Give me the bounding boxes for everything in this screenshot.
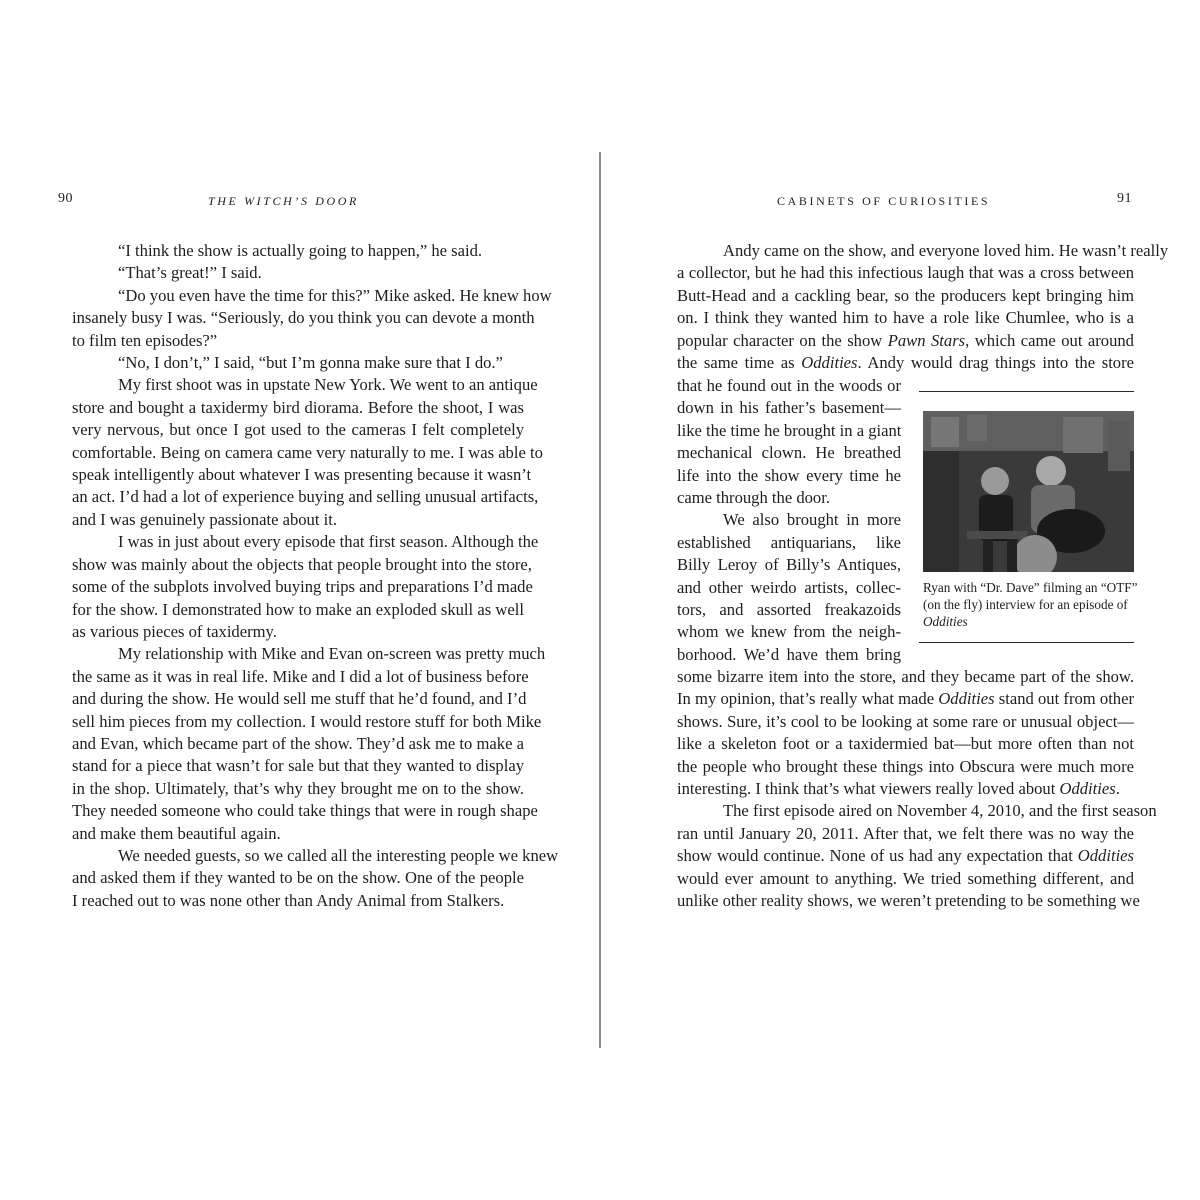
- text-line: the same as it was in real life. Mike and I did a lot of business before: [72, 666, 529, 686]
- text-line: and during the show. He would sell me stuff that he’d found, and I’d: [72, 689, 527, 709]
- caption-line: Oddities: [923, 613, 968, 629]
- text-line: speak intelligently about whatever I was presenting because it wasn’t: [72, 465, 532, 485]
- text-line: We also brought in more: [723, 510, 901, 530]
- right-running-head: CABINETS OF CURIOSITIES: [777, 194, 991, 208]
- text-line: stand for a piece that wasn’t for sale but that they wanted to display: [72, 756, 524, 776]
- text-line: and asked them if they wanted to be on the show. One of the people: [72, 868, 524, 888]
- text-line: interesting. I think that’s what viewers really loved about Oddities.: [677, 779, 1120, 799]
- text-line: Billy Leroy of Billy’s Antiques,: [677, 555, 901, 575]
- text-line: They needed someone who could take things that were in rough shape: [72, 801, 538, 821]
- text-line: shows. Sure, it’s cool to be looking at some rare or unusual object—: [677, 711, 1134, 731]
- text-line: some bizarre item into the store, and they became part of the show.: [677, 667, 1134, 686]
- text-line: like the time he brought in a giant: [677, 420, 902, 440]
- text-line: that he found out in the woods or: [677, 376, 901, 395]
- text-line: borhood. We’d have them bring: [677, 644, 901, 664]
- text-line: would ever amount to anything. We tried something different, and: [677, 868, 1134, 888]
- book-gutter-line: [599, 152, 601, 1048]
- text-line: the people who brought these things into Obscura were much more: [677, 756, 1134, 776]
- text-line: Butt-Head and a cackling bear, so the producers kept bringing him: [677, 285, 1134, 305]
- caption-line: (on the fly) interview for an episode of: [923, 596, 1128, 612]
- text-line: to film ten episodes?”: [72, 330, 218, 350]
- caption-line: Ryan with “Dr. Dave” filming an “OTF”: [923, 580, 1138, 595]
- text-line: on. I think they wanted him to have a role like Chumlee, who is a: [677, 308, 1134, 328]
- text-line: whom we knew from the neigh-: [677, 622, 901, 642]
- text-line: the same time as Oddities. Andy would drag things into the store: [677, 353, 1134, 373]
- text-line: established antiquarians, like: [677, 532, 901, 552]
- text-line: show would continue. None of us had any expectation that Oddities: [677, 846, 1134, 866]
- text-line: down in his father’s basement—: [677, 398, 901, 418]
- text-line: like a skeleton foot or a taxidermied bat—but more often than not: [677, 734, 1134, 754]
- text-line: and I was genuinely passionate about it.: [72, 509, 337, 529]
- text-line: very nervous, but once I got used to the cameras I felt completely: [72, 420, 524, 440]
- text-line: In my opinion, that’s really what made Oddities stand out from other: [677, 689, 1134, 709]
- text-line: store and bought a taxidermy bird diorama. Before the shoot, I was: [72, 397, 524, 417]
- left-page-body: [72, 240, 559, 912]
- text-line: Andy came on the show, and everyone loved him. He wasn’t really: [723, 241, 1169, 260]
- text-line: mechanical clown. He breathed: [677, 443, 901, 463]
- text-line: in the shop. Ultimately, that’s why they brought me on to the show.: [72, 778, 524, 798]
- right-page-number: 91: [1117, 191, 1132, 206]
- text-line: I was in just about every episode that first season. Although the: [118, 532, 539, 552]
- text-line: The first episode aired on November 4, 2010, and the first season: [723, 801, 1157, 821]
- text-line: “No, I don’t,” I said, “but I’m gonna make sure that I do.”: [118, 353, 503, 373]
- text-line: “That’s great!” I said.: [118, 263, 262, 283]
- text-line: My relationship with Mike and Evan on-screen was pretty much: [118, 644, 546, 664]
- text-line: and make them beautiful again.: [72, 823, 281, 843]
- text-line: popular character on the show Pawn Stars, which came out around: [677, 330, 1134, 350]
- text-line: some of the subplots involved buying trips and preparations I’d made: [72, 577, 533, 597]
- text-line: unlike other reality shows, we weren’t pretending to be something we: [677, 891, 1140, 911]
- text-line: “Do you even have the time for this?” Mike asked. He knew how: [118, 285, 552, 305]
- left-page-number: 90: [58, 191, 73, 206]
- text-line: sell him pieces from my collection. I would restore stuff for both Mike: [72, 711, 542, 731]
- text-line: comfortable. Being on camera came very naturally to me. I was able to: [72, 442, 543, 462]
- text-line: insanely busy I was. “Seriously, do you think you can devote a month: [72, 308, 535, 328]
- text-line: a collector, but he had this infectious laugh that was a cross between: [677, 263, 1134, 283]
- text-line: and Evan, which became part of the show. They’d ask me to make a: [72, 733, 524, 753]
- text-line: for the show. I demonstrated how to make an exploded skull as well: [72, 599, 524, 619]
- text-line: tors, and assorted freakazoids: [677, 600, 901, 620]
- text-line: “I think the show is actually going to happen,” he said.: [118, 241, 483, 260]
- text-line: ran until January 20, 2011. After that, we felt there was no way the: [677, 823, 1134, 843]
- right-page-body-top: [677, 240, 1169, 374]
- photo-caption: [923, 580, 1137, 630]
- photo-image: [923, 411, 1134, 572]
- text-line: as various pieces of taxidermy.: [72, 621, 277, 641]
- photo-illustration: [923, 411, 1134, 572]
- right-page-body-bottom: [677, 666, 1157, 912]
- left-running-head: THE WITCH’S DOOR: [208, 194, 359, 208]
- text-line: show was mainly about the objects that people brought into the store,: [72, 554, 532, 574]
- text-line: and other weirdo artists, collec-: [677, 577, 901, 597]
- right-page-body-wrapped: [677, 375, 901, 666]
- text-line: I reached out to was none other than Andy Animal from Stalkers.: [72, 890, 505, 910]
- text-line: My first shoot was in upstate New York. We went to an antique: [118, 375, 538, 395]
- text-line: an act. I’d had a lot of experience buying and selling unusual artifacts,: [72, 487, 539, 507]
- figure-top-rule: [919, 391, 1134, 392]
- figure-bottom-rule: [919, 642, 1134, 643]
- text-line: We needed guests, so we called all the interesting people we knew: [118, 845, 559, 865]
- text-line: came through the door.: [677, 488, 830, 508]
- text-line: life into the show every time he: [677, 465, 901, 485]
